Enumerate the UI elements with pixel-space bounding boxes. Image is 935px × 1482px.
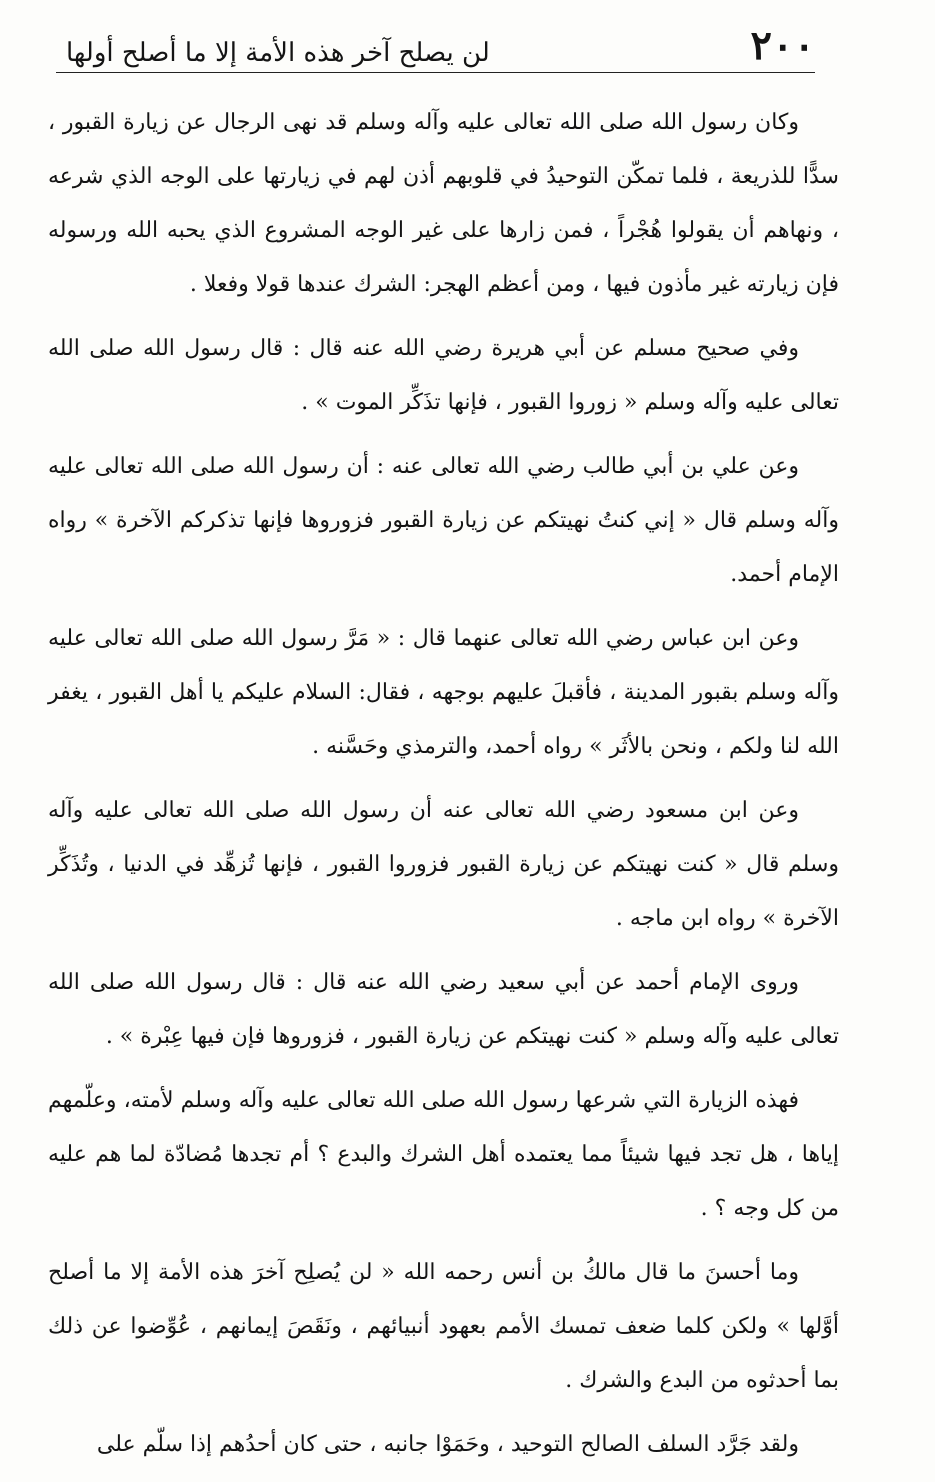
paragraph: وعن علي بن أبي طالب رضي الله تعالى عنه : أن رسول الله صلى الله تعالى عليه وآله وسلم قال « إني كنتُ نهيتكم عن زيارة القبور فزوروها فإنها تذكركم الآخرة » رواه الإمام أحمد. — [48, 454, 839, 587]
paragraph: وكان رسول الله صلى الله تعالى عليه وآله وسلم قد نهى الرجال عن زيارة القبور ، سدًّا للذريعة ، فلما تمكّن التوحيدُ في قلوبهم أذن لهم في زيارتها على الوجه الذي شرعه ، ونهاهم أن يقولوا هُجْراً ، فمن زارها على غير الوجه المشروع الذي يحبه الله ورسوله فإن زيارته غير مأذون فيها ، ومن أعظم الهجر: الشرك عندها قولا وفعلا . — [48, 110, 839, 297]
paragraph: وروى الإمام أحمد عن أبي سعيد رضي الله عنه قال : قال رسول الله صلى الله تعالى عليه وآله وسلم « كنت نهيتكم عن زيارة القبور ، فزوروها فإن فيها عِبْرة » . — [48, 970, 839, 1049]
paragraph: وعن ابن مسعود رضي الله تعالى عنه أن رسول الله صلى الله تعالى عليه وآله وسلم قال « كنت نهيتكم عن زيارة القبور فزوروا القبور ، فإنها تُزهِّد في الدنيا ، وتُذَكِّر الآخرة » رواه ابن ماجه . — [48, 798, 839, 931]
page-number: ٢٠٠ — [750, 22, 815, 69]
paragraph: وفي صحيح مسلم عن أبي هريرة رضي الله عنه قال : قال رسول الله صلى الله تعالى عليه وآله وسلم « زوروا القبور ، فإنها تذَكِّر الموت » . — [48, 336, 839, 415]
paragraph: وما أحسنَ ما قال مالكُ بن أنس رحمه الله « لن يُصلِح آخرَ هذه الأمة إلا ما أصلح أوَّلها » ولكن كلما ضعف تمسك الأمم بعهود أنبيائهم ، ونَقَصَ إيمانهم ، عُوِّضوا عن ذلك بما أحدثوه من البدع والشرك . — [48, 1260, 839, 1393]
header-divider — [56, 72, 815, 73]
page-body — [48, 96, 839, 1482]
paragraph: فهذه الزيارة التي شرعها رسول الله صلى الله تعالى عليه وآله وسلم لأمته، وعلّمهم إياها ، هل تجد فيها شيئاً مما يعتمده أهل الشرك والبدع ؟ أم تجدها مُضادّة لما هم عليه من كل وجه ؟ . — [48, 1088, 839, 1221]
paragraph: وعن ابن عباس رضي الله تعالى عنهما قال : « مَرَّ رسول الله صلى الله تعالى عليه وآله وسلم بقبور المدينة ، فأقبلَ عليهم بوجهه ، فقال: السلام عليكم يا أهل القبور ، يغفر الله لنا ولكم ، ونحن بالأثَر » رواه أحمد، والترمذي وحَسَّنه . — [48, 626, 839, 759]
page-header — [56, 18, 815, 69]
paragraph: ولقد جَرَّد السلف الصالح التوحيد ، وحَمَوْا جانبه ، حتى كان أحدُهم إذا سلّم على — [96, 1432, 799, 1457]
running-title: لن يصلح آخر هذه الأمة إلا ما أصلح أولها — [66, 38, 490, 68]
